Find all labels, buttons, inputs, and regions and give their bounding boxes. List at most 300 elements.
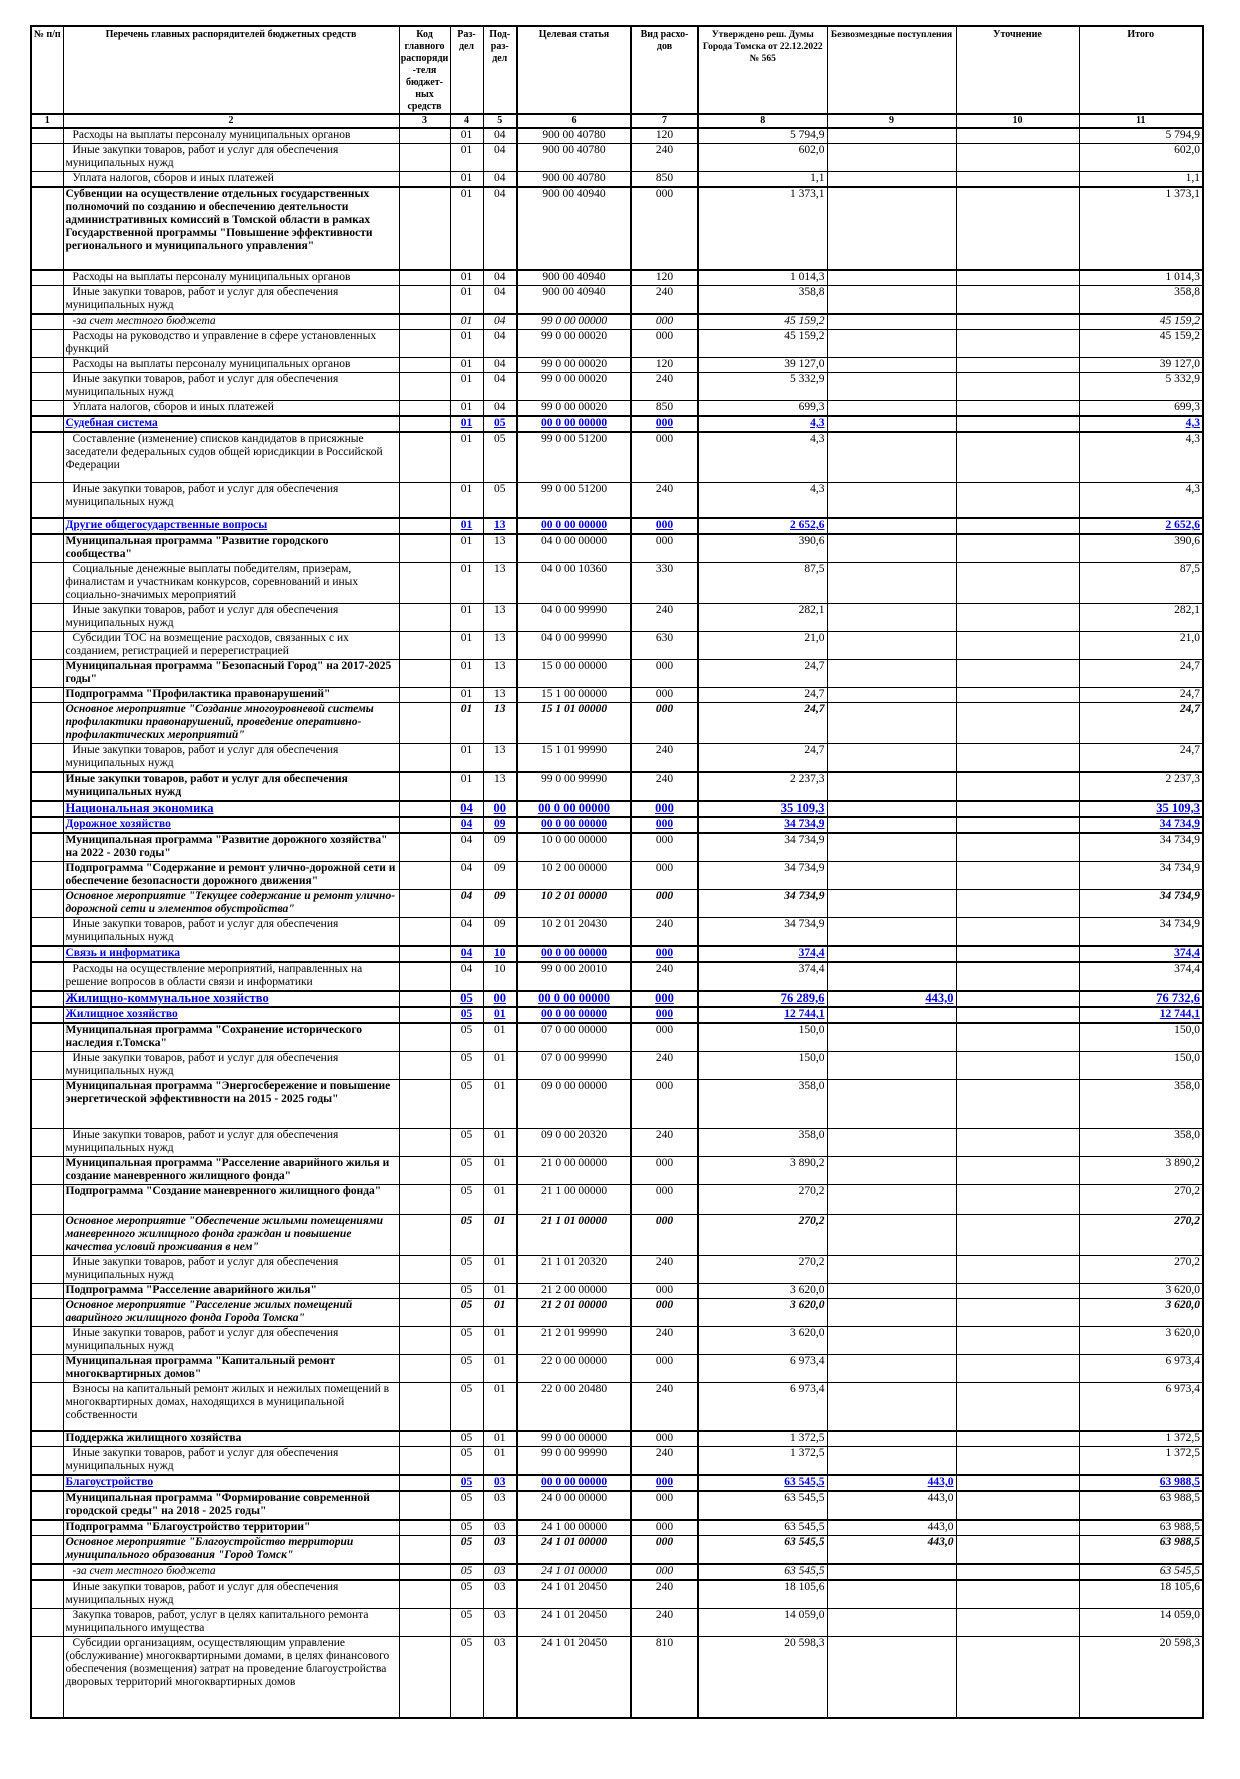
table-row	[31, 991, 1203, 1007]
cell-expense-type: 000	[631, 1491, 698, 1520]
cell-row-num	[31, 563, 63, 604]
cell-gratuitous	[827, 1023, 956, 1052]
cell-grbs-code	[399, 286, 450, 315]
cell-target-article: 99 0 00 00020	[517, 330, 631, 358]
cell-gratuitous	[827, 962, 956, 991]
header-cell-podrazdel: Под-раз-дел	[483, 26, 517, 114]
cell-row-num	[31, 1215, 63, 1256]
cell-grbs-code	[399, 918, 450, 947]
cell-expense-type: 850	[631, 172, 698, 188]
cell-name: Уплата налогов, сборов и иных платежей	[63, 401, 399, 417]
cell-razdel: 05	[450, 1355, 483, 1383]
cell-name: Составление (изменение) списков кандидатов в присяжные заседатели федеральных судов общей юрисдикции в Российской Федерации	[63, 432, 399, 483]
cell-podrazdel: 03	[483, 1491, 517, 1520]
cell-gratuitous	[827, 1609, 956, 1637]
cell-target-article: 21 0 00 00000	[517, 1157, 631, 1185]
cell-total: 34 734,9	[1079, 890, 1203, 918]
cell-clarification	[956, 1637, 1079, 1719]
cell-name: Иные закупки товаров, работ и услуг для обеспечения муниципальных нужд	[63, 744, 399, 773]
cell-razdel: 01	[450, 660, 483, 688]
cell-clarification	[956, 1536, 1079, 1565]
cell-podrazdel: 00	[483, 991, 517, 1007]
cell-name: Муниципальная программа "Формирование современной городской среды" на 2018 - 2025 годы"	[63, 1491, 399, 1520]
table-row	[31, 1491, 1203, 1520]
cell-total: 282,1	[1079, 604, 1203, 632]
column-number-row	[31, 114, 1203, 128]
cell-clarification	[956, 1520, 1079, 1536]
table-row	[31, 1157, 1203, 1185]
cell-total: 76 732,6	[1079, 991, 1203, 1007]
cell-gratuitous	[827, 270, 956, 286]
cell-razdel: 04	[450, 801, 483, 817]
cell-expense-type: 240	[631, 772, 698, 801]
cell-total: 390,6	[1079, 534, 1203, 563]
table-row	[31, 144, 1203, 172]
cell-grbs-code	[399, 432, 450, 483]
cell-row-num	[31, 1580, 63, 1609]
cell-gratuitous: 443,0	[827, 1536, 956, 1565]
cell-target-article: 24 1 01 00000	[517, 1564, 631, 1580]
cell-podrazdel: 03	[483, 1580, 517, 1609]
cell-target-article: 99 0 00 00020	[517, 373, 631, 401]
cell-podrazdel: 04	[483, 270, 517, 286]
cell-expense-type: 000	[631, 890, 698, 918]
cell-clarification	[956, 286, 1079, 315]
cell-total: 699,3	[1079, 401, 1203, 417]
table-row	[31, 962, 1203, 991]
cell-gratuitous	[827, 1185, 956, 1215]
cell-grbs-code	[399, 270, 450, 286]
cell-approved: 1 014,3	[698, 270, 827, 286]
cell-name: Основное мероприятие "Текущее содержание и ремонт улично-дорожной сети и элементов обустройства"	[63, 890, 399, 918]
cell-approved: 24,7	[698, 660, 827, 688]
cell-expense-type: 240	[631, 918, 698, 947]
table-row	[31, 833, 1203, 862]
cell-podrazdel: 01	[483, 1185, 517, 1215]
cell-podrazdel: 01	[483, 1052, 517, 1080]
cell-podrazdel: 01	[483, 1129, 517, 1157]
cell-approved: 63 545,5	[698, 1536, 827, 1565]
cell-target-article: 900 00 40940	[517, 270, 631, 286]
cell-razdel: 04	[450, 833, 483, 862]
cell-razdel: 01	[450, 187, 483, 270]
cell-row-num	[31, 744, 63, 773]
cell-grbs-code	[399, 534, 450, 563]
cell-podrazdel: 03	[483, 1520, 517, 1536]
column-number: 3	[399, 114, 450, 128]
table-row	[31, 1431, 1203, 1447]
cell-podrazdel: 13	[483, 518, 517, 534]
cell-name: -за счет местного бюджета	[63, 1564, 399, 1580]
header-cell-grbs-code: Код главного распоряди-теля бюджет-ных средств	[399, 26, 450, 114]
cell-grbs-code	[399, 1327, 450, 1355]
cell-podrazdel: 13	[483, 772, 517, 801]
cell-clarification	[956, 534, 1079, 563]
cell-gratuitous	[827, 1299, 956, 1327]
cell-podrazdel: 10	[483, 946, 517, 962]
header-cell-razdel: Раз-дел	[450, 26, 483, 114]
cell-clarification	[956, 817, 1079, 833]
cell-total: 2 237,3	[1079, 772, 1203, 801]
cell-total: 374,4	[1079, 946, 1203, 962]
cell-expense-type: 000	[631, 416, 698, 432]
cell-total: 24,7	[1079, 688, 1203, 703]
cell-total: 63 988,5	[1079, 1536, 1203, 1565]
cell-podrazdel: 04	[483, 330, 517, 358]
cell-row-num	[31, 817, 63, 833]
cell-podrazdel: 04	[483, 128, 517, 144]
cell-target-article: 99 0 00 51200	[517, 483, 631, 519]
cell-approved: 358,0	[698, 1129, 827, 1157]
cell-gratuitous	[827, 703, 956, 744]
cell-row-num	[31, 1431, 63, 1447]
table-row	[31, 128, 1203, 144]
cell-expense-type: 240	[631, 373, 698, 401]
table-row	[31, 1327, 1203, 1355]
cell-total: 270,2	[1079, 1185, 1203, 1215]
table-row	[31, 416, 1203, 432]
cell-podrazdel: 01	[483, 1383, 517, 1432]
cell-total: 24,7	[1079, 703, 1203, 744]
cell-podrazdel: 01	[483, 1431, 517, 1447]
cell-target-article: 09 0 00 20320	[517, 1129, 631, 1157]
cell-razdel: 05	[450, 1327, 483, 1355]
table-row	[31, 314, 1203, 330]
cell-grbs-code	[399, 314, 450, 330]
cell-podrazdel: 01	[483, 1007, 517, 1023]
cell-name: Расходы на выплаты персоналу муниципальных органов	[63, 358, 399, 373]
cell-grbs-code	[399, 1564, 450, 1580]
cell-expense-type: 120	[631, 358, 698, 373]
cell-clarification	[956, 373, 1079, 401]
cell-clarification	[956, 1157, 1079, 1185]
cell-total: 24,7	[1079, 660, 1203, 688]
cell-podrazdel: 04	[483, 187, 517, 270]
cell-podrazdel: 09	[483, 862, 517, 890]
header-cell-name: Перечень главных распорядителей бюджетных средств	[63, 26, 399, 114]
table-row	[31, 890, 1203, 918]
cell-total: 39 127,0	[1079, 358, 1203, 373]
cell-name: Иные закупки товаров, работ и услуг для обеспечения муниципальных нужд	[63, 1256, 399, 1284]
cell-gratuitous	[827, 1157, 956, 1185]
cell-podrazdel: 09	[483, 833, 517, 862]
table-row	[31, 744, 1203, 773]
cell-clarification	[956, 1256, 1079, 1284]
cell-clarification	[956, 1431, 1079, 1447]
cell-target-article: 00 0 00 00000	[517, 1475, 631, 1491]
cell-expense-type: 000	[631, 330, 698, 358]
cell-podrazdel: 04	[483, 373, 517, 401]
cell-grbs-code	[399, 358, 450, 373]
cell-gratuitous	[827, 1327, 956, 1355]
cell-approved: 63 545,5	[698, 1520, 827, 1536]
cell-gratuitous	[827, 172, 956, 188]
table-row	[31, 688, 1203, 703]
table-row	[31, 172, 1203, 188]
cell-podrazdel: 13	[483, 660, 517, 688]
cell-grbs-code	[399, 1023, 450, 1052]
cell-clarification	[956, 1129, 1079, 1157]
cell-razdel: 01	[450, 330, 483, 358]
cell-total: 63 988,5	[1079, 1475, 1203, 1491]
cell-razdel: 04	[450, 862, 483, 890]
table-row	[31, 1080, 1203, 1129]
cell-name: Иные закупки товаров, работ и услуг для обеспечения муниципальных нужд	[63, 1580, 399, 1609]
cell-expense-type: 240	[631, 483, 698, 519]
cell-approved: 21,0	[698, 632, 827, 660]
cell-target-article: 900 00 40940	[517, 187, 631, 270]
cell-podrazdel: 01	[483, 1447, 517, 1476]
table-row	[31, 1447, 1203, 1476]
cell-expense-type: 330	[631, 563, 698, 604]
cell-row-num	[31, 314, 63, 330]
cell-approved: 14 059,0	[698, 1609, 827, 1637]
cell-row-num	[31, 801, 63, 817]
cell-grbs-code	[399, 1256, 450, 1284]
cell-razdel: 01	[450, 373, 483, 401]
cell-approved: 63 545,5	[698, 1491, 827, 1520]
cell-podrazdel: 13	[483, 744, 517, 773]
cell-row-num	[31, 1637, 63, 1719]
cell-name: -за счет местного бюджета	[63, 314, 399, 330]
cell-approved: 24,7	[698, 688, 827, 703]
cell-podrazdel: 03	[483, 1564, 517, 1580]
cell-row-num	[31, 946, 63, 962]
cell-name: Иные закупки товаров, работ и услуг для обеспечения муниципальных нужд	[63, 1327, 399, 1355]
cell-total: 4,3	[1079, 432, 1203, 483]
table-row	[31, 801, 1203, 817]
cell-approved: 4,3	[698, 416, 827, 432]
cell-grbs-code	[399, 1475, 450, 1491]
cell-grbs-code	[399, 833, 450, 862]
cell-grbs-code	[399, 703, 450, 744]
cell-total: 34 734,9	[1079, 862, 1203, 890]
cell-clarification	[956, 1564, 1079, 1580]
cell-grbs-code	[399, 772, 450, 801]
cell-row-num	[31, 270, 63, 286]
cell-clarification	[956, 401, 1079, 417]
cell-approved: 5 332,9	[698, 373, 827, 401]
cell-approved: 87,5	[698, 563, 827, 604]
cell-expense-type: 240	[631, 1129, 698, 1157]
cell-name: Иные закупки товаров, работ и услуг для обеспечения муниципальных нужд	[63, 483, 399, 519]
cell-gratuitous	[827, 862, 956, 890]
cell-name: Иные закупки товаров, работ и услуг для обеспечения муниципальных нужд	[63, 918, 399, 947]
cell-clarification	[956, 744, 1079, 773]
cell-target-article: 24 1 01 20450	[517, 1609, 631, 1637]
cell-clarification	[956, 703, 1079, 744]
cell-target-article: 00 0 00 00000	[517, 518, 631, 534]
cell-razdel: 05	[450, 991, 483, 1007]
cell-grbs-code	[399, 1580, 450, 1609]
cell-grbs-code	[399, 946, 450, 962]
cell-name: Иные закупки товаров, работ и услуг для обеспечения муниципальных нужд	[63, 1129, 399, 1157]
cell-name: Расходы на выплаты персоналу муниципальных органов	[63, 128, 399, 144]
cell-clarification	[956, 416, 1079, 432]
cell-podrazdel: 01	[483, 1023, 517, 1052]
table-row	[31, 270, 1203, 286]
cell-approved: 1 372,5	[698, 1431, 827, 1447]
cell-podrazdel: 09	[483, 817, 517, 833]
cell-name: Субсидии ТОС на возмещение расходов, связанных с их созданием, регистрацией и перерегистрацией	[63, 632, 399, 660]
cell-podrazdel: 13	[483, 703, 517, 744]
cell-row-num	[31, 518, 63, 534]
header-cell-approved: Утверждено реш. Думы Города Томска от 22.12.2022 № 565	[698, 26, 827, 114]
cell-podrazdel: 13	[483, 534, 517, 563]
cell-expense-type: 000	[631, 534, 698, 563]
cell-expense-type: 000	[631, 432, 698, 483]
cell-grbs-code	[399, 1520, 450, 1536]
cell-row-num	[31, 833, 63, 862]
cell-razdel: 05	[450, 1023, 483, 1052]
cell-approved: 6 973,4	[698, 1355, 827, 1383]
cell-clarification	[956, 772, 1079, 801]
cell-approved: 270,2	[698, 1256, 827, 1284]
table-row	[31, 432, 1203, 483]
cell-target-article: 99 0 00 00000	[517, 314, 631, 330]
cell-row-num	[31, 1256, 63, 1284]
cell-razdel: 01	[450, 286, 483, 315]
cell-approved: 63 545,5	[698, 1475, 827, 1491]
cell-row-num	[31, 1447, 63, 1476]
table-row	[31, 358, 1203, 373]
cell-grbs-code	[399, 1080, 450, 1129]
cell-name: Жилищно-коммунальное хозяйство	[63, 991, 399, 1007]
cell-expense-type: 000	[631, 801, 698, 817]
cell-podrazdel: 04	[483, 286, 517, 315]
cell-name: Основное мероприятие "Расселение жилых помещений аварийного жилищного фонда Города Томска"	[63, 1299, 399, 1327]
cell-total: 21,0	[1079, 632, 1203, 660]
cell-podrazdel: 09	[483, 890, 517, 918]
table-row	[31, 1007, 1203, 1023]
cell-razdel: 04	[450, 918, 483, 947]
cell-razdel: 05	[450, 1580, 483, 1609]
cell-expense-type: 240	[631, 286, 698, 315]
cell-podrazdel: 09	[483, 918, 517, 947]
cell-name: Закупка товаров, работ, услуг в целях капитального ремонта муниципального имущества	[63, 1609, 399, 1637]
cell-grbs-code	[399, 1536, 450, 1565]
cell-expense-type: 000	[631, 1475, 698, 1491]
cell-grbs-code	[399, 483, 450, 519]
cell-total: 45 159,2	[1079, 330, 1203, 358]
cell-total: 358,0	[1079, 1129, 1203, 1157]
cell-grbs-code	[399, 1129, 450, 1157]
cell-podrazdel: 01	[483, 1299, 517, 1327]
cell-total: 87,5	[1079, 563, 1203, 604]
cell-gratuitous	[827, 373, 956, 401]
cell-grbs-code	[399, 1284, 450, 1299]
cell-razdel: 01	[450, 128, 483, 144]
cell-expense-type: 000	[631, 688, 698, 703]
cell-total: 63 988,5	[1079, 1491, 1203, 1520]
cell-clarification	[956, 128, 1079, 144]
cell-name: Подпрограмма "Расселение аварийного жилья"	[63, 1284, 399, 1299]
cell-total: 1 372,5	[1079, 1447, 1203, 1476]
cell-total: 3 890,2	[1079, 1157, 1203, 1185]
cell-grbs-code	[399, 1447, 450, 1476]
cell-target-article: 21 2 00 00000	[517, 1284, 631, 1299]
cell-row-num	[31, 534, 63, 563]
cell-name: Подпрограмма "Создание маневренного жилищного фонда"	[63, 1185, 399, 1215]
cell-gratuitous	[827, 518, 956, 534]
cell-approved: 3 620,0	[698, 1284, 827, 1299]
cell-gratuitous	[827, 744, 956, 773]
cell-gratuitous	[827, 1007, 956, 1023]
cell-razdel: 05	[450, 1284, 483, 1299]
cell-expense-type: 000	[631, 1355, 698, 1383]
cell-razdel: 01	[450, 534, 483, 563]
table-row	[31, 1536, 1203, 1565]
cell-target-article: 07 0 00 99990	[517, 1052, 631, 1080]
cell-target-article: 900 00 40780	[517, 172, 631, 188]
cell-approved: 602,0	[698, 144, 827, 172]
cell-expense-type: 000	[631, 1080, 698, 1129]
cell-approved: 76 289,6	[698, 991, 827, 1007]
cell-grbs-code	[399, 1052, 450, 1080]
cell-row-num	[31, 286, 63, 315]
cell-clarification	[956, 991, 1079, 1007]
cell-total: 270,2	[1079, 1256, 1203, 1284]
cell-approved: 2 237,3	[698, 772, 827, 801]
cell-row-num	[31, 1355, 63, 1383]
cell-gratuitous	[827, 918, 956, 947]
cell-target-article: 04 0 00 10360	[517, 563, 631, 604]
cell-total: 4,3	[1079, 416, 1203, 432]
cell-row-num	[31, 172, 63, 188]
cell-clarification	[956, 187, 1079, 270]
cell-row-num	[31, 1327, 63, 1355]
cell-total: 63 545,5	[1079, 1564, 1203, 1580]
cell-grbs-code	[399, 1383, 450, 1432]
cell-row-num	[31, 703, 63, 744]
cell-total: 4,3	[1079, 483, 1203, 519]
table-row	[31, 1520, 1203, 1536]
cell-name: Социальные денежные выплаты победителям, призерам, финалистам и участникам конкурсов, соревнований и иных социально-значимых мероприятий	[63, 563, 399, 604]
cell-row-num	[31, 1185, 63, 1215]
cell-target-article: 04 0 00 00000	[517, 534, 631, 563]
cell-approved: 35 109,3	[698, 801, 827, 817]
cell-name: Муниципальная программа "Сохранение исторического наследия г.Томска"	[63, 1023, 399, 1052]
cell-razdel: 01	[450, 314, 483, 330]
cell-clarification	[956, 1080, 1079, 1129]
cell-grbs-code	[399, 416, 450, 432]
cell-clarification	[956, 172, 1079, 188]
cell-target-article: 00 0 00 00000	[517, 817, 631, 833]
cell-gratuitous	[827, 688, 956, 703]
cell-row-num	[31, 1080, 63, 1129]
table-row	[31, 772, 1203, 801]
cell-total: 45 159,2	[1079, 314, 1203, 330]
cell-grbs-code	[399, 660, 450, 688]
cell-name: Национальная экономика	[63, 801, 399, 817]
cell-gratuitous	[827, 314, 956, 330]
cell-total: 18 105,6	[1079, 1580, 1203, 1609]
cell-razdel: 01	[450, 432, 483, 483]
cell-name: Поддержка жилищного хозяйства	[63, 1431, 399, 1447]
cell-expense-type: 000	[631, 314, 698, 330]
cell-grbs-code	[399, 632, 450, 660]
cell-row-num	[31, 416, 63, 432]
cell-gratuitous	[827, 632, 956, 660]
cell-clarification	[956, 962, 1079, 991]
cell-row-num	[31, 604, 63, 632]
table-row	[31, 1609, 1203, 1637]
cell-gratuitous	[827, 817, 956, 833]
table-row	[31, 373, 1203, 401]
cell-expense-type: 240	[631, 1383, 698, 1432]
cell-grbs-code	[399, 1491, 450, 1520]
cell-grbs-code	[399, 688, 450, 703]
